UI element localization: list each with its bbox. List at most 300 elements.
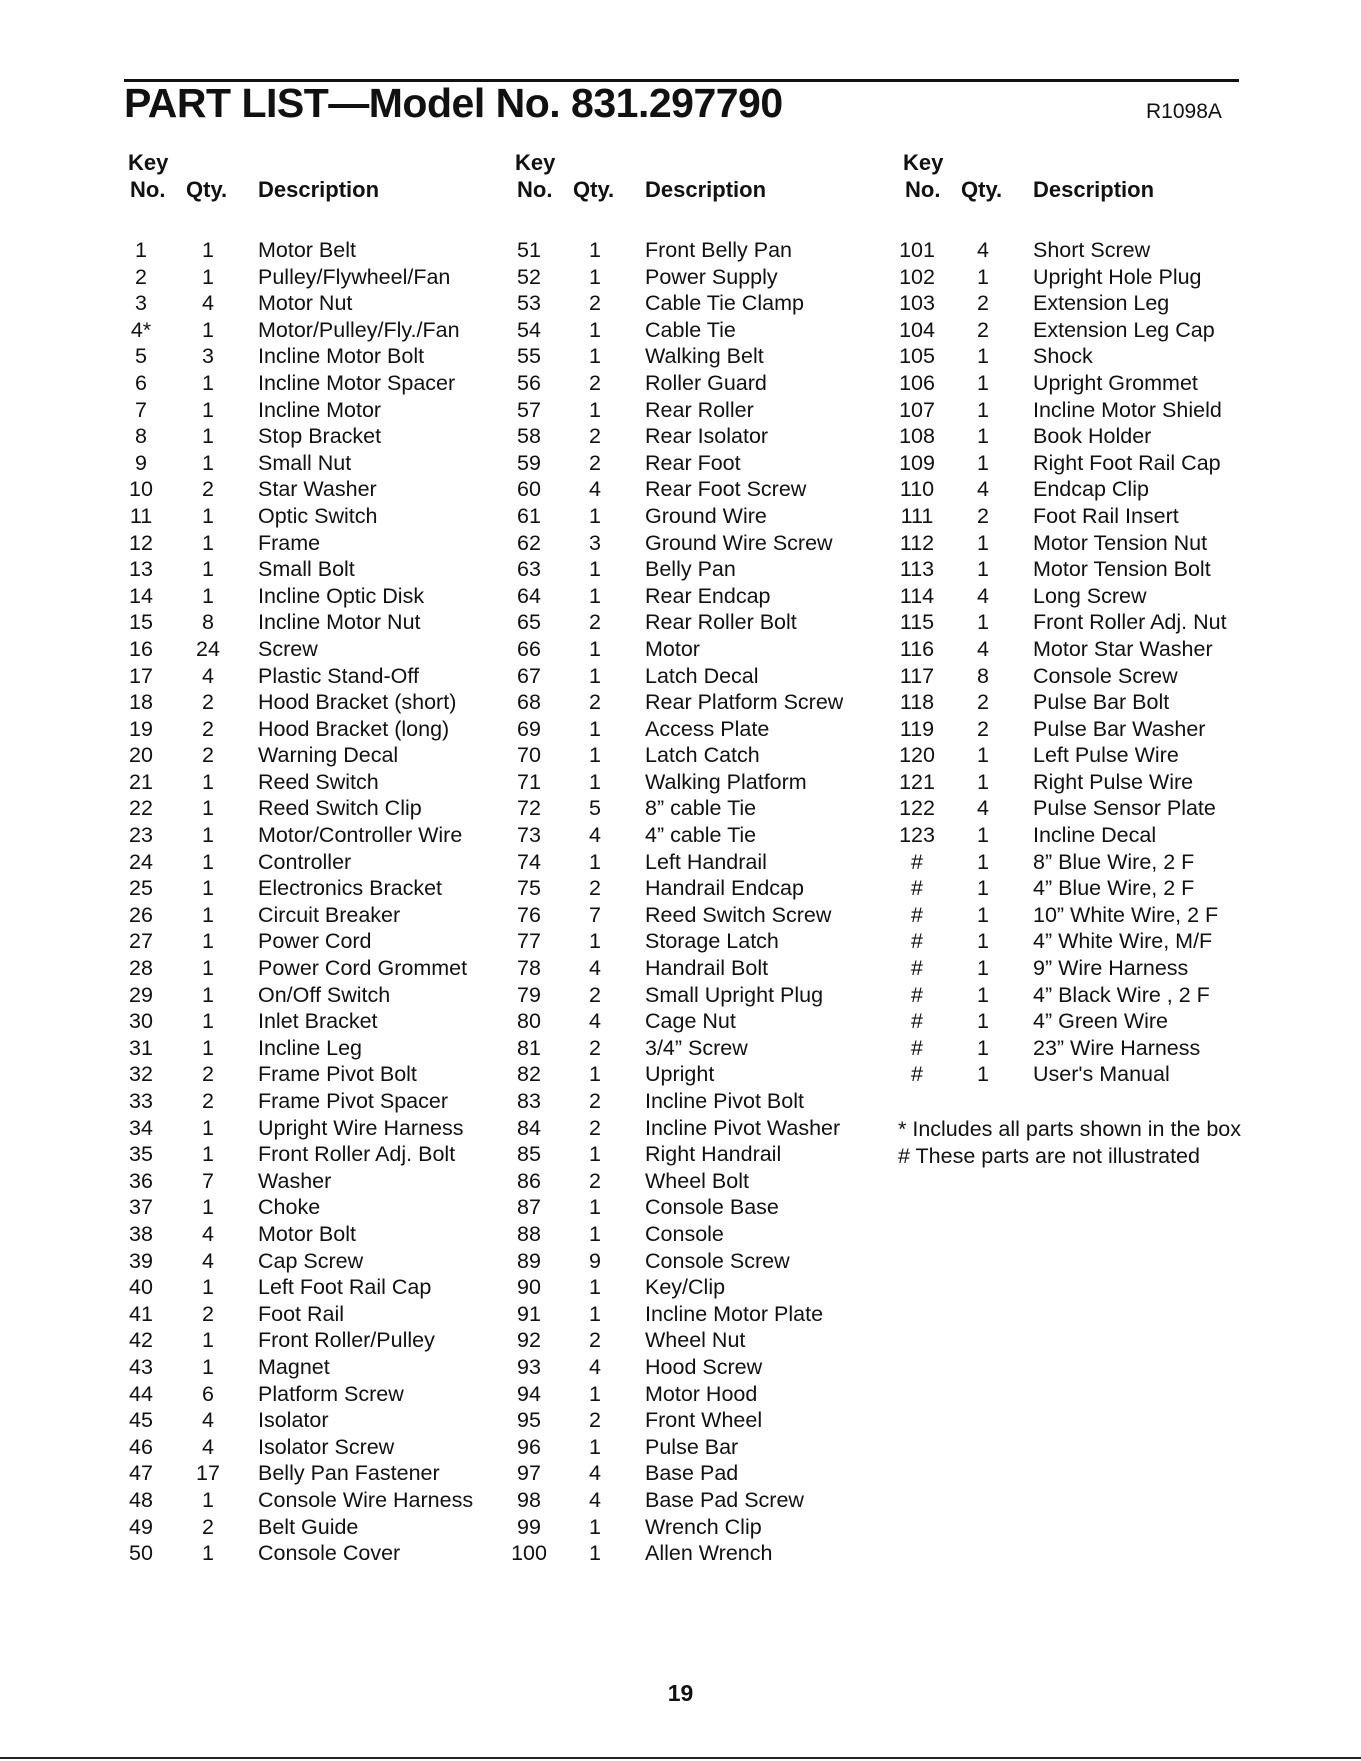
part-row	[124, 344, 484, 371]
part-row	[124, 265, 484, 292]
part-row	[900, 344, 1260, 371]
footnotes	[898, 1117, 1241, 1171]
key-no: 69	[517, 716, 541, 741]
quantity: 1	[589, 1514, 601, 1539]
quantity: 1	[589, 238, 601, 262]
part-row	[512, 1169, 872, 1196]
part-row	[124, 664, 484, 691]
quantity: 1	[589, 557, 601, 582]
part-row	[900, 610, 1260, 637]
part-description: Console Wire Harness	[258, 1487, 474, 1512]
quantity: 1	[977, 769, 989, 794]
part-description: Wrench Clip	[645, 1514, 762, 1539]
key-no: 38	[129, 1221, 153, 1246]
key-header: Key	[128, 150, 169, 175]
part-row	[512, 850, 872, 877]
document-code: R1098A	[1146, 100, 1222, 123]
part-description: Ground Wire	[645, 503, 767, 528]
part-description: Front Wheel	[645, 1408, 763, 1433]
part-row	[124, 1435, 484, 1462]
part-row	[900, 743, 1260, 770]
part-description: Pulse Bar	[645, 1434, 739, 1459]
part-row	[512, 1222, 872, 1249]
part-description: Motor Bolt	[258, 1221, 356, 1246]
quantity: 1	[977, 344, 989, 369]
quantity: 1	[202, 317, 214, 342]
quantity: 4	[589, 1461, 601, 1486]
quantity: 6	[202, 1381, 214, 1406]
key-no: 44	[129, 1381, 153, 1406]
part-description: Extension Leg Cap	[1033, 317, 1215, 342]
part-description: Incline Pivot Bolt	[645, 1089, 804, 1113]
qty-header: Qty.	[961, 177, 1003, 202]
part-description: Isolator	[258, 1408, 329, 1433]
quantity: 7	[202, 1168, 214, 1193]
part-description: Endcap Clip	[1033, 477, 1149, 502]
quantity: 2	[202, 477, 214, 502]
key-no: 48	[129, 1487, 153, 1512]
part-description: Choke	[258, 1195, 321, 1220]
part-row	[900, 956, 1260, 983]
key-no: 100	[511, 1541, 547, 1566]
quantity: 1	[202, 370, 214, 395]
quantity: 2	[977, 716, 989, 741]
quantity: 2	[589, 450, 601, 475]
key-no: 6	[135, 370, 147, 395]
part-row	[900, 796, 1260, 823]
key-no: 11	[129, 503, 153, 528]
part-row	[900, 1009, 1260, 1036]
part-row	[124, 291, 484, 318]
key-no: 108	[899, 424, 935, 449]
part-row	[900, 238, 1260, 265]
part-description: Belt Guide	[258, 1514, 359, 1539]
part-description: Incline Motor Plate	[645, 1301, 824, 1326]
quantity: 1	[202, 1195, 214, 1220]
part-description: Screw	[258, 636, 318, 661]
part-description: Left Pulse Wire	[1033, 743, 1179, 768]
key-no: 58	[517, 424, 541, 449]
part-description: Incline Motor Bolt	[258, 344, 425, 369]
part-row	[900, 371, 1260, 398]
part-description: Wheel Bolt	[645, 1168, 749, 1193]
part-row	[124, 876, 484, 903]
quantity: 2	[589, 424, 601, 449]
part-row	[124, 770, 484, 797]
key-no: 78	[517, 956, 541, 981]
quantity: 1	[977, 1035, 989, 1060]
part-description: Walking Platform	[645, 769, 807, 794]
part-description: 4” White Wire, M/F	[1033, 929, 1213, 954]
quantity: 1	[202, 849, 214, 874]
parts-rows	[900, 238, 1260, 1089]
key-no: 86	[517, 1168, 541, 1193]
part-row	[512, 717, 872, 744]
key-no: 47	[129, 1461, 153, 1486]
part-row	[124, 1515, 484, 1542]
quantity: 1	[977, 1009, 989, 1034]
quantity: 1	[202, 1035, 214, 1060]
quantity: 4	[589, 1354, 601, 1379]
key-no: 55	[517, 344, 541, 369]
quantity: 2	[589, 1089, 601, 1113]
key-no: 19	[129, 716, 153, 741]
description-header: Description	[258, 177, 380, 202]
key-no: 29	[129, 982, 153, 1007]
quantity: 1	[977, 424, 989, 449]
part-description: Allen Wrench	[645, 1541, 773, 1566]
part-description: Pulse Bar Bolt	[1033, 690, 1170, 715]
key-no: 16	[129, 636, 153, 661]
part-row	[124, 743, 484, 770]
quantity: 1	[202, 557, 214, 582]
key-no: 27	[129, 929, 153, 954]
part-description: Console Cover	[258, 1541, 401, 1566]
part-description: Motor	[645, 636, 700, 661]
part-description: Upright Grommet	[1033, 370, 1198, 395]
part-description: Rear Platform Screw	[645, 690, 844, 715]
part-description: Incline Decal	[1033, 823, 1157, 848]
quantity: 1	[977, 610, 989, 635]
quantity: 2	[977, 291, 989, 316]
key-no: 21	[129, 769, 153, 794]
part-description: Motor Nut	[258, 291, 353, 316]
key-no: 96	[517, 1434, 541, 1459]
part-description: Frame Pivot Spacer	[258, 1089, 448, 1113]
key-no: 59	[517, 450, 541, 475]
quantity: 1	[977, 823, 989, 848]
part-description: Long Screw	[1033, 583, 1147, 608]
part-row	[124, 371, 484, 398]
part-description: Hood Screw	[645, 1354, 763, 1379]
part-row	[124, 424, 484, 451]
key-no: 72	[517, 796, 541, 821]
key-no: 88	[517, 1221, 541, 1246]
part-row	[512, 1382, 872, 1409]
part-description: Power Cord	[258, 929, 372, 954]
key-no: 37	[129, 1195, 153, 1220]
key-no: 90	[517, 1275, 541, 1300]
parts-column-2	[512, 148, 872, 1568]
part-description: Short Screw	[1033, 238, 1151, 262]
key-no: 94	[517, 1381, 541, 1406]
part-description: Rear Roller	[645, 397, 754, 422]
part-description: Power Supply	[645, 264, 778, 289]
part-row	[512, 929, 872, 956]
key-no: 62	[517, 530, 541, 555]
key-no: 113	[899, 557, 935, 582]
quantity: 1	[977, 849, 989, 874]
key-no: 97	[517, 1461, 541, 1486]
quantity: 1	[589, 1221, 601, 1246]
part-row	[512, 557, 872, 584]
quantity: 1	[589, 1062, 601, 1087]
description-header: Description	[645, 177, 767, 202]
part-row	[512, 1089, 872, 1116]
key-no: 54	[517, 317, 541, 342]
part-description: Foot Rail Insert	[1033, 503, 1179, 528]
part-row	[900, 929, 1260, 956]
key-no: 39	[129, 1248, 153, 1273]
part-row	[124, 557, 484, 584]
part-description: Handrail Endcap	[645, 876, 804, 901]
key-no: 65	[517, 610, 541, 635]
part-row	[124, 1249, 484, 1276]
part-description: Electronics Bracket	[258, 876, 443, 901]
part-description: Circuit Breaker	[258, 902, 401, 927]
key-no: 119	[899, 716, 935, 741]
quantity: 2	[589, 1035, 601, 1060]
key-no: 63	[517, 557, 541, 582]
quantity: 1	[202, 503, 214, 528]
key-no: 93	[517, 1354, 541, 1379]
key-no: 10	[129, 477, 153, 502]
quantity: 1	[202, 264, 214, 289]
quantity: 1	[202, 929, 214, 954]
quantity: 2	[202, 1089, 214, 1113]
quantity: 1	[202, 1354, 214, 1379]
quantity: 1	[977, 397, 989, 422]
quantity: 1	[589, 1434, 601, 1459]
column-header	[900, 148, 1260, 212]
key-no: 2	[135, 264, 147, 289]
quantity: 1	[202, 1115, 214, 1140]
part-description: 8” Blue Wire, 2 F	[1033, 849, 1195, 874]
quantity: 4	[589, 1009, 601, 1034]
key-no: 7	[135, 397, 147, 422]
part-description: Storage Latch	[645, 929, 779, 954]
part-row	[512, 796, 872, 823]
key-no: 99	[517, 1514, 541, 1539]
part-description: Optic Switch	[258, 503, 378, 528]
part-description: Latch Catch	[645, 743, 760, 768]
part-row	[124, 903, 484, 930]
part-description: Isolator Screw	[258, 1434, 395, 1459]
key-no: 111	[900, 503, 934, 528]
part-description: 9” Wire Harness	[1033, 956, 1189, 981]
key-no: 77	[517, 929, 541, 954]
key-no: 35	[129, 1142, 153, 1167]
key-no: 84	[517, 1115, 541, 1140]
part-row	[512, 318, 872, 345]
quantity: 1	[589, 636, 601, 661]
key-no: 107	[899, 397, 935, 422]
quantity: 1	[977, 902, 989, 927]
no-header: No.	[130, 177, 166, 202]
part-description: Incline Motor Spacer	[258, 370, 456, 395]
quantity: 1	[589, 583, 601, 608]
quantity: 1	[977, 876, 989, 901]
part-description: Small Upright Plug	[645, 982, 824, 1007]
part-row	[900, 557, 1260, 584]
part-row	[512, 1328, 872, 1355]
key-no: 42	[129, 1328, 153, 1353]
part-row	[900, 451, 1260, 478]
key-no: 12	[129, 530, 153, 555]
part-row	[512, 424, 872, 451]
part-description: 4” Blue Wire, 2 F	[1033, 876, 1195, 901]
part-description: Right Pulse Wire	[1033, 769, 1194, 794]
part-row	[512, 1408, 872, 1435]
part-row	[900, 318, 1260, 345]
quantity: 1	[202, 796, 214, 821]
note-not-illustrated: # These parts are not illustrated	[898, 1144, 1200, 1168]
key-no: 122	[899, 796, 935, 821]
part-row	[512, 504, 872, 531]
quantity: 1	[977, 530, 989, 555]
quantity: 2	[977, 690, 989, 715]
part-description: Incline Optic Disk	[258, 583, 425, 608]
part-description: 8” cable Tie	[645, 796, 757, 821]
key-no: #	[911, 929, 923, 954]
quantity: 4	[202, 291, 214, 316]
key-no: 91	[517, 1301, 541, 1326]
quantity: 4	[589, 1487, 601, 1512]
key-no: 23	[129, 823, 153, 848]
quantity: 4	[202, 663, 214, 688]
key-no: 52	[517, 264, 541, 289]
quantity: 4	[977, 583, 989, 608]
part-row	[124, 1408, 484, 1435]
part-row	[124, 796, 484, 823]
part-description: Front Roller Adj. Bolt	[258, 1142, 456, 1167]
part-row	[512, 371, 872, 398]
part-row	[900, 1062, 1260, 1089]
quantity: 2	[202, 1301, 214, 1326]
key-no: 115	[899, 610, 935, 635]
part-row	[512, 1488, 872, 1515]
quantity: 1	[589, 1195, 601, 1220]
part-description: Motor Belt	[258, 238, 356, 262]
quantity: 1	[589, 849, 601, 874]
key-no: 30	[129, 1009, 153, 1034]
quantity: 1	[589, 929, 601, 954]
part-description: Magnet	[258, 1354, 330, 1379]
key-no: 49	[129, 1514, 153, 1539]
quantity: 4	[589, 477, 601, 502]
quantity: 2	[589, 1168, 601, 1193]
part-row	[512, 1515, 872, 1542]
part-row	[124, 717, 484, 744]
part-row	[512, 1275, 872, 1302]
key-no: 56	[517, 370, 541, 395]
key-no: #	[911, 1035, 923, 1060]
part-row	[512, 876, 872, 903]
quantity: 1	[589, 397, 601, 422]
parts-column-1	[124, 148, 484, 1568]
part-row	[124, 637, 484, 664]
quantity: 2	[202, 1514, 214, 1539]
key-no: #	[911, 982, 923, 1007]
part-row	[124, 238, 484, 265]
part-description: Washer	[258, 1168, 332, 1193]
part-description: Motor Hood	[645, 1381, 758, 1406]
part-row	[512, 1116, 872, 1143]
part-description: Upright Hole Plug	[1033, 264, 1202, 289]
key-no: 75	[517, 876, 541, 901]
key-no: #	[911, 1009, 923, 1034]
key-no: 83	[517, 1089, 541, 1113]
key-no: 118	[899, 690, 935, 715]
part-row	[512, 398, 872, 425]
part-row	[900, 424, 1260, 451]
part-row	[512, 477, 872, 504]
part-description: Front Roller/Pulley	[258, 1328, 435, 1353]
part-description: Right Handrail	[645, 1142, 782, 1167]
quantity: 2	[589, 1115, 601, 1140]
part-description: Frame	[258, 530, 321, 555]
parts-rows	[512, 238, 872, 1568]
part-description: Front Roller Adj. Nut	[1033, 610, 1227, 635]
quantity: 1	[589, 344, 601, 369]
quantity: 4	[202, 1434, 214, 1459]
part-description: Belly Pan	[645, 557, 736, 582]
key-no: 61	[517, 503, 541, 528]
part-description: Rear Endcap	[645, 583, 771, 608]
part-description: Frame Pivot Bolt	[258, 1062, 417, 1087]
part-description: Console	[645, 1221, 724, 1246]
key-no: 101	[899, 238, 935, 262]
quantity: 2	[202, 690, 214, 715]
part-description: Pulse Sensor Plate	[1033, 796, 1216, 821]
qty-header: Qty.	[186, 177, 228, 202]
key-no: 53	[517, 291, 541, 316]
key-no: 104	[899, 317, 935, 342]
key-no: #	[911, 876, 923, 901]
part-description: 3/4” Screw	[645, 1035, 748, 1060]
quantity: 4	[589, 956, 601, 981]
key-no: 22	[129, 796, 153, 821]
part-row	[512, 637, 872, 664]
key-no: 43	[129, 1354, 153, 1379]
key-no: 68	[517, 690, 541, 715]
part-description: 10” White Wire, 2 F	[1033, 902, 1219, 927]
key-no: 76	[517, 902, 541, 927]
qty-header: Qty.	[573, 177, 615, 202]
part-description: Incline Pivot Washer	[645, 1115, 841, 1140]
part-description: Right Foot Rail Cap	[1033, 450, 1221, 475]
key-no: 71	[517, 769, 541, 794]
part-row	[900, 664, 1260, 691]
key-no: 18	[129, 690, 153, 715]
key-no: 36	[129, 1168, 153, 1193]
part-row	[900, 876, 1260, 903]
quantity: 2	[589, 690, 601, 715]
part-row	[124, 1382, 484, 1409]
part-row	[512, 1249, 872, 1276]
part-description: Star Washer	[258, 477, 377, 502]
part-description: Rear Foot	[645, 450, 741, 475]
key-no: 25	[129, 876, 153, 901]
quantity: 1	[202, 1142, 214, 1167]
key-no: 73	[517, 823, 541, 848]
key-no: 106	[899, 370, 935, 395]
part-row	[900, 903, 1260, 930]
part-description: Incline Motor Nut	[258, 610, 421, 635]
quantity: 3	[589, 530, 601, 555]
quantity: 2	[589, 876, 601, 901]
key-no: #	[911, 902, 923, 927]
key-no: 14	[129, 583, 153, 608]
part-row	[512, 1036, 872, 1063]
quantity: 1	[589, 1301, 601, 1326]
quantity: 4	[977, 636, 989, 661]
key-no: 45	[129, 1408, 153, 1433]
quantity: 1	[202, 876, 214, 901]
part-description: Cap Screw	[258, 1248, 364, 1273]
key-no: 112	[899, 530, 935, 555]
quantity: 1	[202, 1009, 214, 1034]
